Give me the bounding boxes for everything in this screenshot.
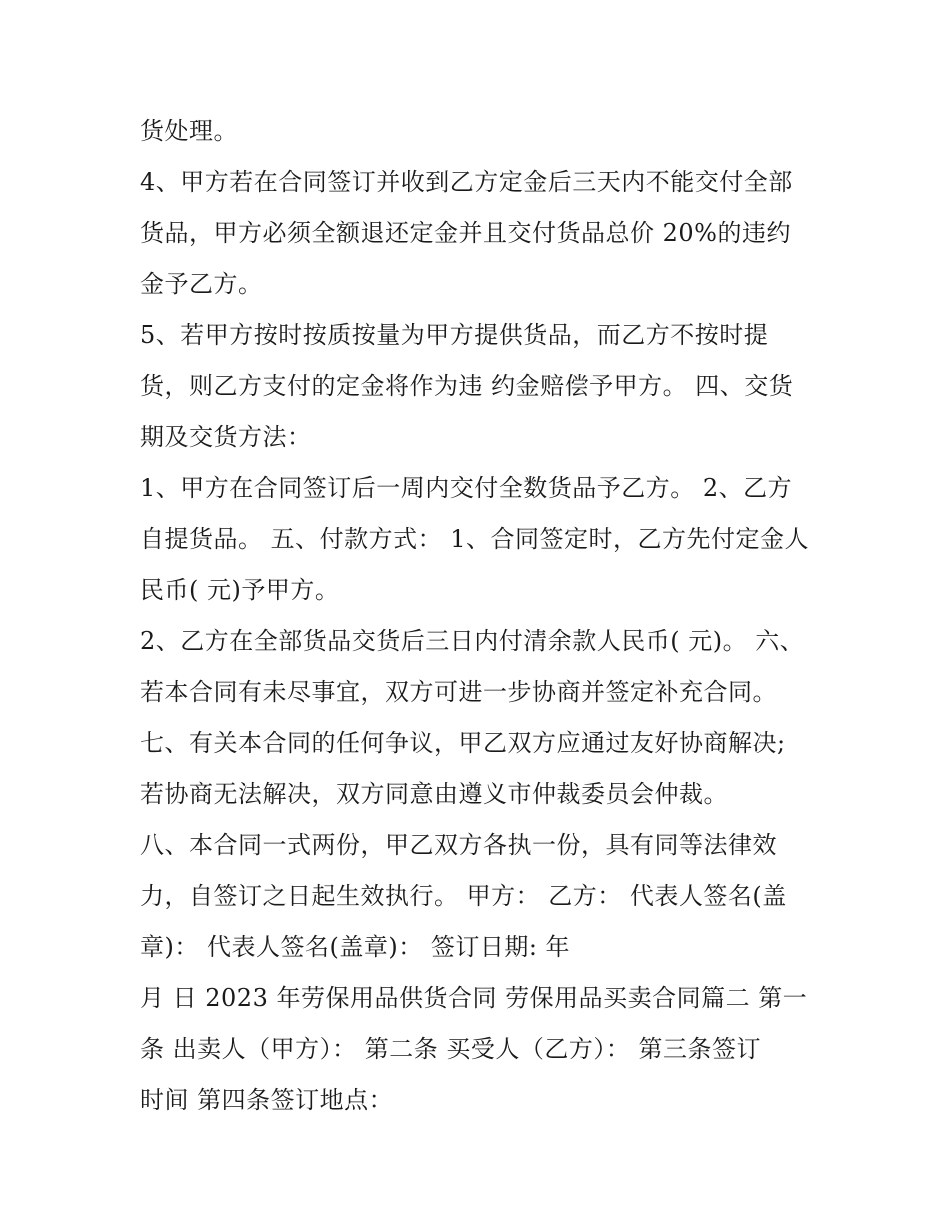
text-line: 月 日 2023 年劳保用品供货合同 劳保用品买卖合同篇二 第一 [140, 984, 808, 1012]
text-line: 若协商无法解决，双方同意由遵义市仲裁委员会仲裁。 [140, 780, 728, 808]
text-line: 民币( 元)予甲方。 [140, 576, 340, 604]
text-line: 2、乙方在全部货品交货后三日内付清余款人民币( 元)。 六、 [140, 627, 805, 655]
document-body [140, 106, 820, 1126]
text-line: 若本合同有未尽事宜，双方可进一步协商并签定补充合同。 [140, 678, 777, 706]
text-line: 自提货品。 五、付款方式： 1、合同签定时，乙方先付定金人 [140, 525, 810, 553]
text-line: 5、若甲方按时按质按量为甲方提供货品，而乙方不按时提 [140, 321, 769, 349]
text-line: 货处理。 [140, 117, 238, 145]
text-line: 七、有关本合同的任何争议，甲乙双方应通过友好协商解决; [140, 729, 786, 757]
text-line: 条 出卖人（甲方）： 第二条 买受人（乙方）： 第三条签订 [140, 1035, 762, 1063]
text-line: 八、本合同一式两份，甲乙双方各执一份，具有同等法律效 [140, 831, 777, 859]
text-line: 货品，甲方必须全额退还定金并且交付货品总价 20%的违约 [140, 219, 791, 247]
text-line: 1、甲方在合同签订后一周内交付全数货品予乙方。 2、乙方 [140, 474, 793, 502]
text-line: 时间 第四条签订地点： [140, 1086, 394, 1114]
text-line: 力，自签订之日起生效执行。 甲方： 乙方： 代表人签名(盖 [140, 882, 787, 910]
text-line: 金予乙方。 [140, 270, 263, 298]
text-line: 章)： 代表人签名(盖章)： 签订日期: 年 [140, 933, 571, 961]
text-line: 期及交货方法： [140, 423, 312, 451]
text-line: 货，则乙方支付的定金将作为违 约金赔偿予甲方。 四、交货 [140, 372, 794, 400]
text-line: 4、甲方若在合同签订并收到乙方定金后三天内不能交付全部 [140, 168, 793, 196]
